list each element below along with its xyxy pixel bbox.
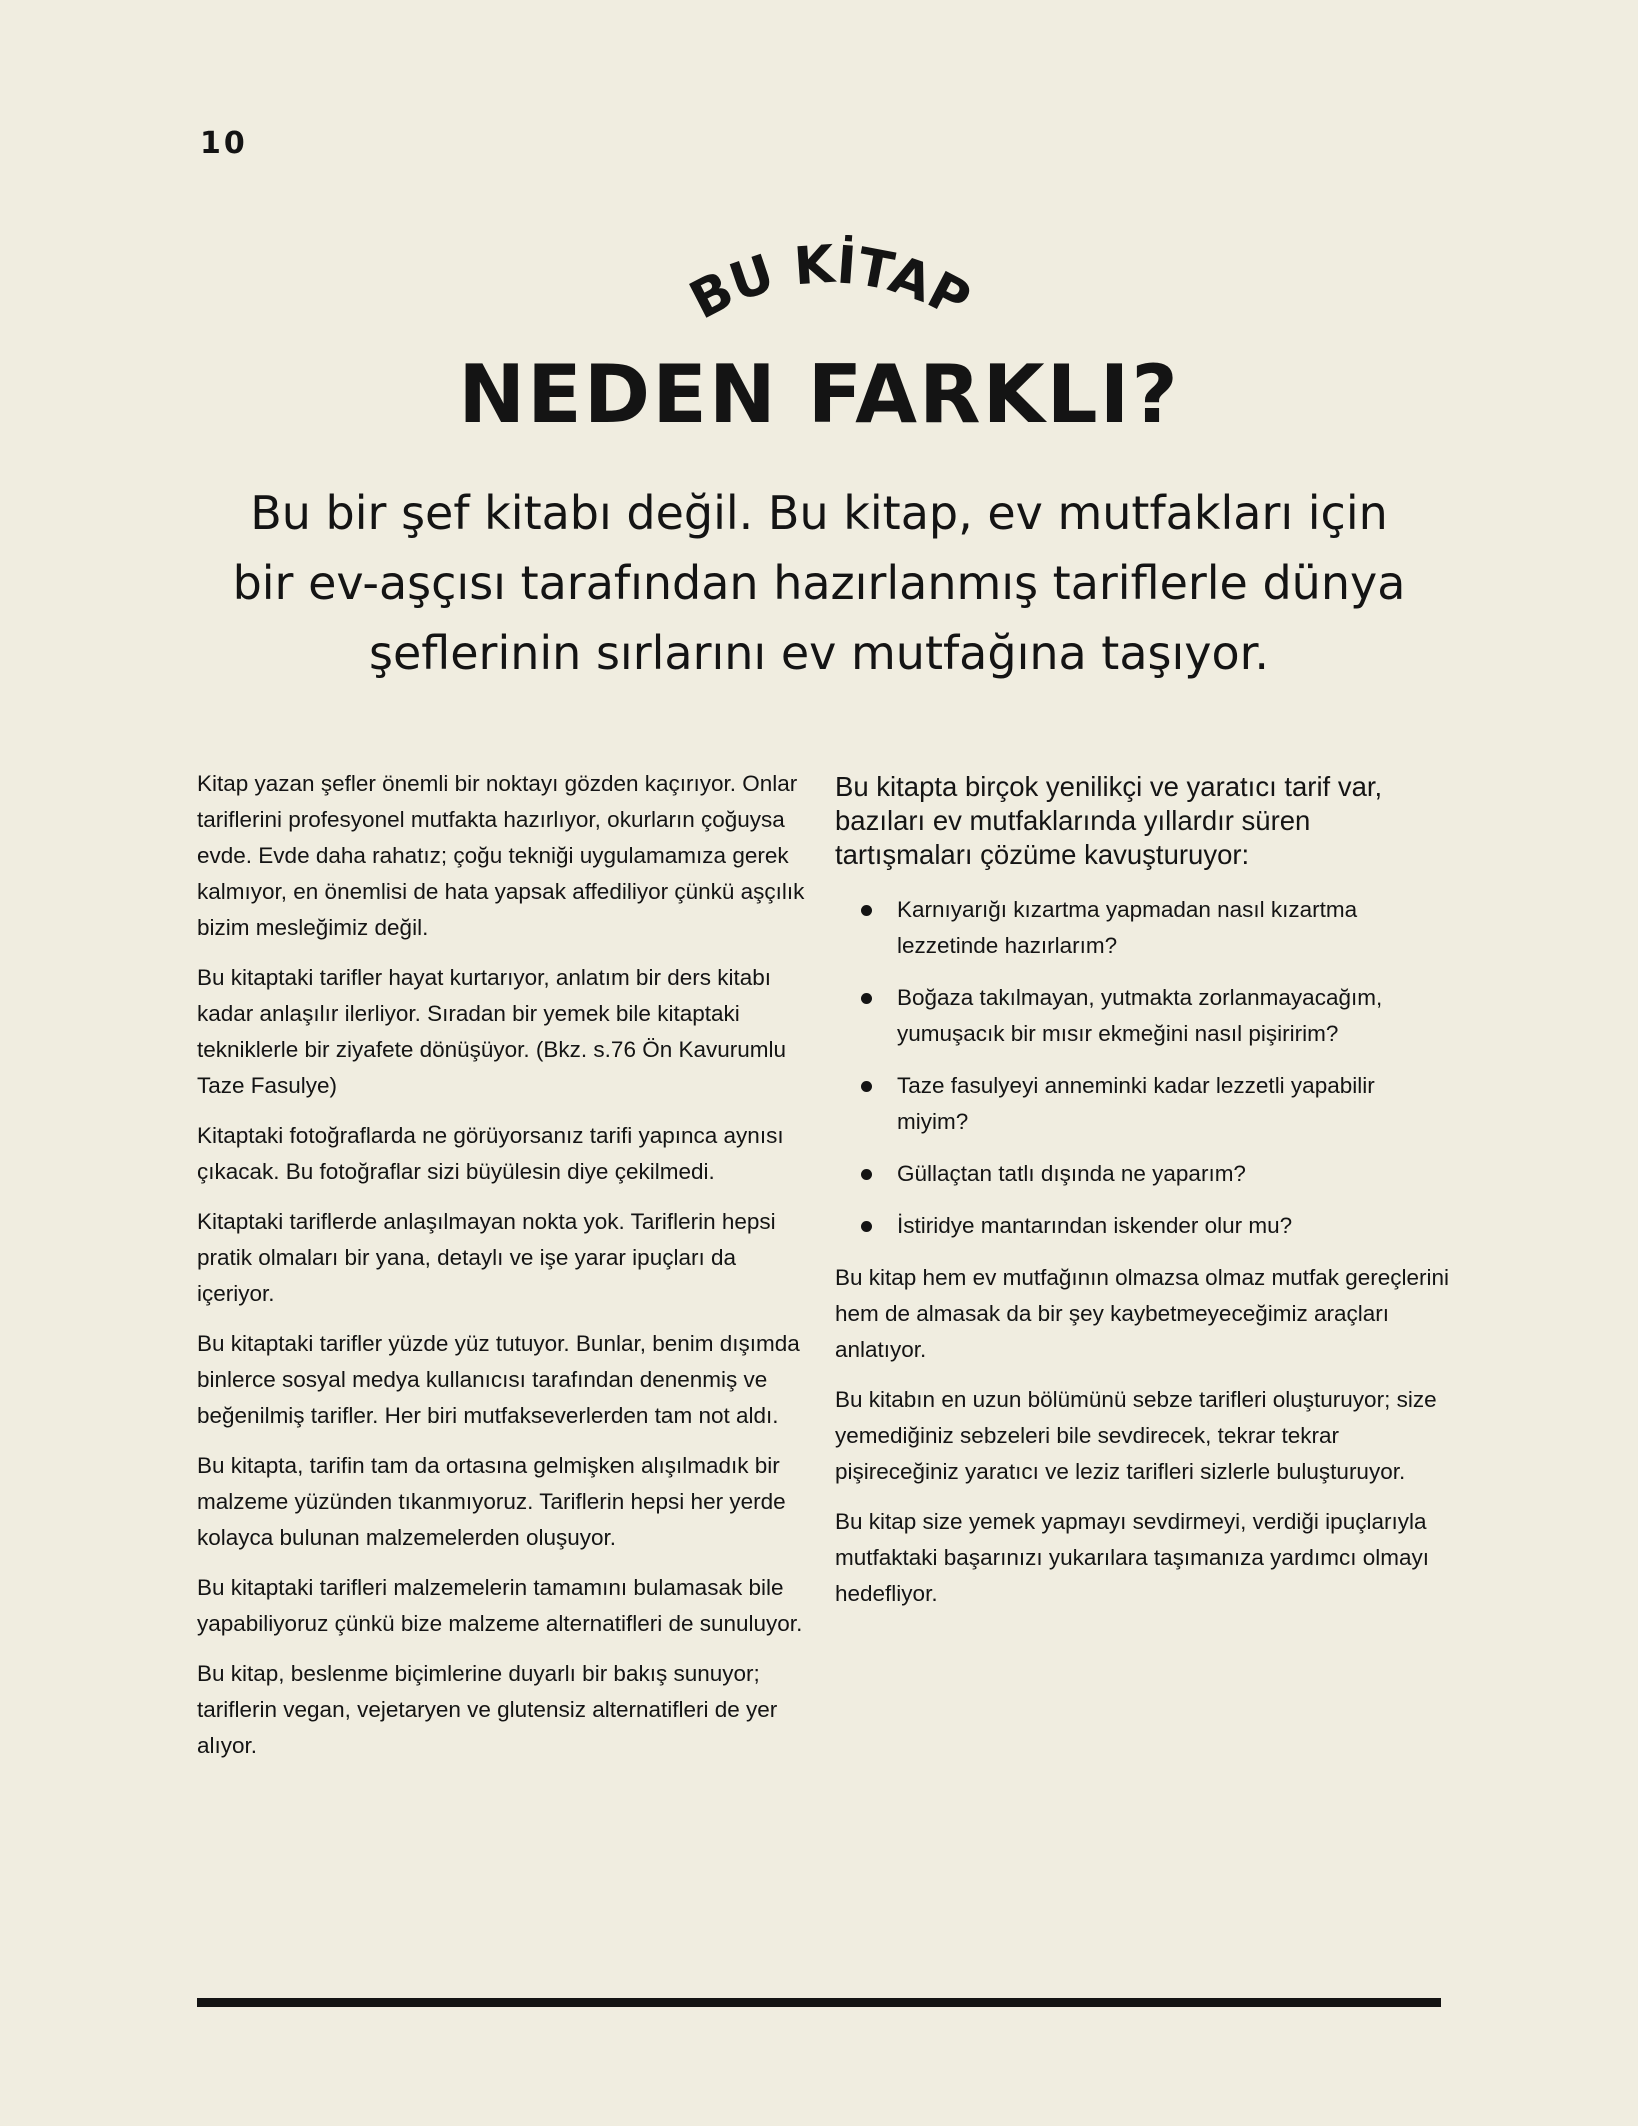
list-item <box>835 980 1450 1052</box>
left-column <box>197 766 807 1778</box>
body-paragraph: Bu kitap hem ev mutfağının olmazsa olmaz mutfak gereçlerini hem de almasak da bir şey kaybetmeyeceğimiz araçları anlatıyor. <box>835 1265 1450 1362</box>
bullet-icon <box>861 905 872 916</box>
bottom-divider <box>197 1998 1441 2007</box>
bullet-icon <box>861 1169 872 1180</box>
lead-line: Bu bir şef kitabı değil. Bu kitap, ev mutfakları için <box>250 486 1388 540</box>
body-paragraph: Kitaptaki tariflerde anlaşılmayan nokta yok. Tariflerin hepsi pratik olmaları bir yana, detaylı ve işe yarar ipuçları da içeriyor. <box>197 1209 776 1306</box>
arc-subtitle <box>650 235 1010 355</box>
page-title: NEDEN FARKLI? <box>458 348 1180 441</box>
list-item-text: Boğaza takılmayan, yutmakta zorlanmayacağım, yumuşacık bir mısır ekmeğini nasıl pişiririm? <box>897 985 1383 1046</box>
body-paragraph: Bu kitabın en uzun bölümünü sebze tarifleri oluşturuyor; size yemediğiniz sebzeleri bile sevdirecek, tekrar tekrar pişireceğiniz yaratıcı ve leziz tarifleri sizlerle buluşturuyor. <box>835 1387 1437 1484</box>
list-item <box>835 892 1450 964</box>
body-paragraph: Bu kitaptaki tarifleri malzemelerin tamamını bulamasak bile yapabiliyoruz çünkü bize malzeme alternatifleri de sunuluyor. <box>197 1575 803 1636</box>
list-item <box>835 1068 1450 1140</box>
body-paragraph: Bu kitaptaki tarifler yüzde yüz tutuyor. Bunlar, benim dışımda binlerce sosyal medya kullanıcısı tarafından denenmiş ve beğenilmiş tarifler. Her biri mutfakseverlerden tam not aldı. <box>197 1331 800 1428</box>
body-paragraph: Kitap yazan şefler önemli bir noktayı gözden kaçırıyor. Onlar tariflerini profesyonel mutfakta hazırlıyor, okurların çoğuysa evde. Evde daha rahatız; çoğu tekniği uygulamamıza gerek kalmıyor, en önemlisi de hata yapsak affediliyor çünkü aşçılık bizim mesleğimiz değil. <box>197 771 805 940</box>
body-paragraph: Kitaptaki fotoğraflarda ne görüyorsanız tarifi yapınca aynısı çıkacak. Bu fotoğraflar sizi büyülesin diye çekilmedi. <box>197 1123 784 1184</box>
body-paragraph: Bu kitap size yemek yapmayı sevdirmeyi, verdiği ipuçlarıyla mutfaktaki başarınızı yukarılara taşımanıza yardımcı olmayı hedefliyor. <box>835 1509 1429 1606</box>
bullet-icon <box>861 993 872 1004</box>
list-item <box>835 1208 1450 1244</box>
bullet-icon <box>861 1081 872 1092</box>
lead-paragraph <box>170 478 1468 688</box>
bullet-icon <box>861 1221 872 1232</box>
list-item-text: Güllaçtan tatlı dışında ne yaparım? <box>897 1161 1246 1186</box>
lead-line: bir ev-aşçısı tarafından hazırlanmış tariflerle dünya <box>232 556 1406 610</box>
list-item-text: Taze fasulyeyi anneminki kadar lezzetli yapabilir miyim? <box>897 1073 1375 1134</box>
lead-line: şeflerinin sırlarını ev mutfağına taşıyor. <box>369 626 1269 680</box>
page-number: 10 <box>200 126 248 161</box>
right-intro: Bu kitapta birçok yenilikçi ve yaratıcı tarif var, bazıları ev mutfaklarında yıllardır süren tartışmaları çözüme kavuşturuyor: <box>835 771 1383 870</box>
body-paragraph: Bu kitap, beslenme biçimlerine duyarlı bir bakış sunuyor; tariflerin vegan, vejetaryen ve glutensiz alternatifleri de yer alıyor. <box>197 1661 778 1758</box>
arc-subtitle-text: BU KİTAP <box>680 235 980 332</box>
list-item <box>835 1156 1450 1192</box>
body-paragraph: Bu kitapta, tarifin tam da ortasına gelmişken alışılmadık bir malzeme yüzünden tıkanmıyoruz. Tariflerin hepsi her yerde kolayca bulunan malzemelerden oluşuyor. <box>197 1453 786 1550</box>
question-list <box>835 892 1450 1244</box>
body-paragraph: Bu kitaptaki tarifler hayat kurtarıyor, anlatım bir ders kitabı kadar anlaşılır ilerliyor. Sıradan bir yemek bile kitaptaki tekniklerle bir ziyafete dönüşüyor. (Bkz. s.76 Ön Kavurumlu Taze Fasulye) <box>197 965 787 1098</box>
list-item-text: İstiridye mantarından iskender olur mu? <box>897 1213 1293 1238</box>
right-column <box>835 770 1450 1626</box>
list-item-text: Karnıyarığı kızartma yapmadan nasıl kızartma lezzetinde hazırlarım? <box>897 897 1358 958</box>
